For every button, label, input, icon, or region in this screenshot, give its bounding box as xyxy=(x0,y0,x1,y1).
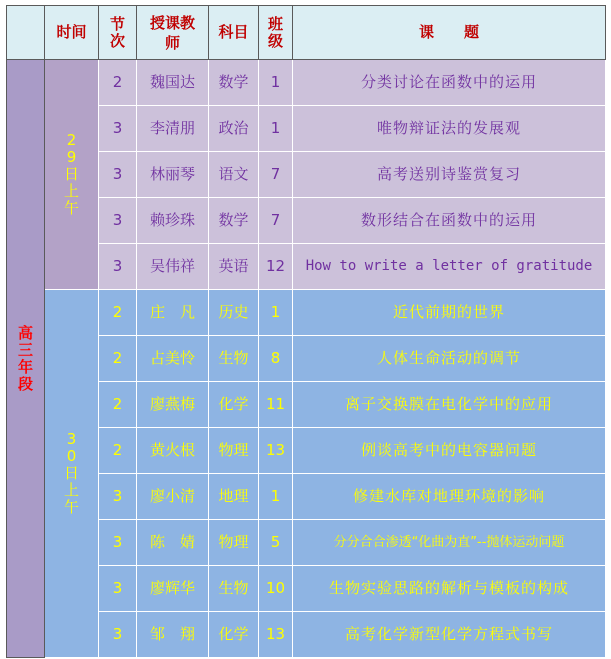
teacher-cell: 吴伟祥 xyxy=(137,244,209,290)
topic-cell: 分类讨论在函数中的运用 xyxy=(293,60,606,106)
table-row xyxy=(7,60,606,106)
period-cell: 2 xyxy=(99,60,137,106)
subject-cell: 化学 xyxy=(209,382,259,428)
teacher-cell: 魏国达 xyxy=(137,60,209,106)
teacher-cell: 庄 凡 xyxy=(137,290,209,336)
topic-cell: 唯物辩证法的发展观 xyxy=(293,106,606,152)
class-cell: 8 xyxy=(259,336,293,382)
subject-cell: 历史 xyxy=(209,290,259,336)
day-label-text: 30日上午 xyxy=(63,430,79,516)
subject-cell: 语文 xyxy=(209,152,259,198)
topic-cell: 生物实验思路的解析与模板的构成 xyxy=(293,566,606,612)
period-cell: 3 xyxy=(99,612,137,658)
table-row xyxy=(7,290,606,336)
class-cell: 12 xyxy=(259,244,293,290)
class-cell: 7 xyxy=(259,198,293,244)
teacher-cell: 林丽琴 xyxy=(137,152,209,198)
class-cell: 13 xyxy=(259,428,293,474)
period-cell: 3 xyxy=(99,244,137,290)
teacher-cell: 赖珍珠 xyxy=(137,198,209,244)
class-cell: 7 xyxy=(259,152,293,198)
teacher-cell: 廖小清 xyxy=(137,474,209,520)
grade-label-text: 高三年段 xyxy=(17,323,33,393)
period-cell: 3 xyxy=(99,520,137,566)
topic-cell: 人体生命活动的调节 xyxy=(293,336,606,382)
teacher-cell: 占美怜 xyxy=(137,336,209,382)
period-cell: 3 xyxy=(99,566,137,612)
header-period xyxy=(99,6,137,60)
header-topic: 课 题 xyxy=(293,6,606,60)
day-label-text: 29日上午 xyxy=(63,131,79,217)
teacher-cell: 廖辉华 xyxy=(137,566,209,612)
grade-label xyxy=(7,60,45,658)
period-cell: 3 xyxy=(99,152,137,198)
class-cell: 1 xyxy=(259,106,293,152)
subject-cell: 物理 xyxy=(209,520,259,566)
subject-cell: 生物 xyxy=(209,336,259,382)
topic-cell: 高考化学新型化学方程式书写 xyxy=(293,612,606,658)
topic-cell: 例谈高考中的电容器问题 xyxy=(293,428,606,474)
header-row xyxy=(7,6,606,60)
header-class xyxy=(259,6,293,60)
topic-cell: How to write a letter of gratitude xyxy=(293,244,606,290)
schedule-table xyxy=(6,5,606,658)
teacher-cell: 廖燕梅 xyxy=(137,382,209,428)
subject-cell: 化学 xyxy=(209,612,259,658)
header-subject: 科目 xyxy=(209,6,259,60)
header-period-text: 节次 xyxy=(109,14,125,50)
period-cell: 2 xyxy=(99,336,137,382)
period-cell: 2 xyxy=(99,428,137,474)
period-cell: 2 xyxy=(99,290,137,336)
period-cell: 3 xyxy=(99,106,137,152)
period-cell: 2 xyxy=(99,382,137,428)
subject-cell: 数学 xyxy=(209,60,259,106)
subject-cell: 政治 xyxy=(209,106,259,152)
class-cell: 1 xyxy=(259,60,293,106)
period-cell: 3 xyxy=(99,474,137,520)
teacher-cell: 陈 婧 xyxy=(137,520,209,566)
teacher-cell: 邹 翔 xyxy=(137,612,209,658)
topic-cell: 高考送别诗鉴赏复习 xyxy=(293,152,606,198)
topic-cell: 数形结合在函数中的运用 xyxy=(293,198,606,244)
header-time: 时间 xyxy=(45,6,99,60)
period-cell: 3 xyxy=(99,198,137,244)
class-cell: 10 xyxy=(259,566,293,612)
class-cell: 11 xyxy=(259,382,293,428)
topic-cell: 近代前期的世界 xyxy=(293,290,606,336)
subject-cell: 生物 xyxy=(209,566,259,612)
teacher-cell: 李清朋 xyxy=(137,106,209,152)
class-cell: 5 xyxy=(259,520,293,566)
subject-cell: 数学 xyxy=(209,198,259,244)
subject-cell: 英语 xyxy=(209,244,259,290)
class-cell: 1 xyxy=(259,290,293,336)
class-cell: 1 xyxy=(259,474,293,520)
header-grade xyxy=(7,6,45,60)
day-label xyxy=(45,290,99,658)
topic-cell: 离子交换膜在电化学中的应用 xyxy=(293,382,606,428)
subject-cell: 物理 xyxy=(209,428,259,474)
header-class-text: 班级 xyxy=(267,14,283,50)
topic-cell: 修建水库对地理环境的影响 xyxy=(293,474,606,520)
header-teacher: 授课教师 xyxy=(137,6,209,60)
subject-cell: 地理 xyxy=(209,474,259,520)
topic-cell: 分分合合渗透“化曲为直”--抛体运动问题 xyxy=(293,520,606,566)
day-label xyxy=(45,60,99,290)
teacher-cell: 黄火根 xyxy=(137,428,209,474)
class-cell: 13 xyxy=(259,612,293,658)
